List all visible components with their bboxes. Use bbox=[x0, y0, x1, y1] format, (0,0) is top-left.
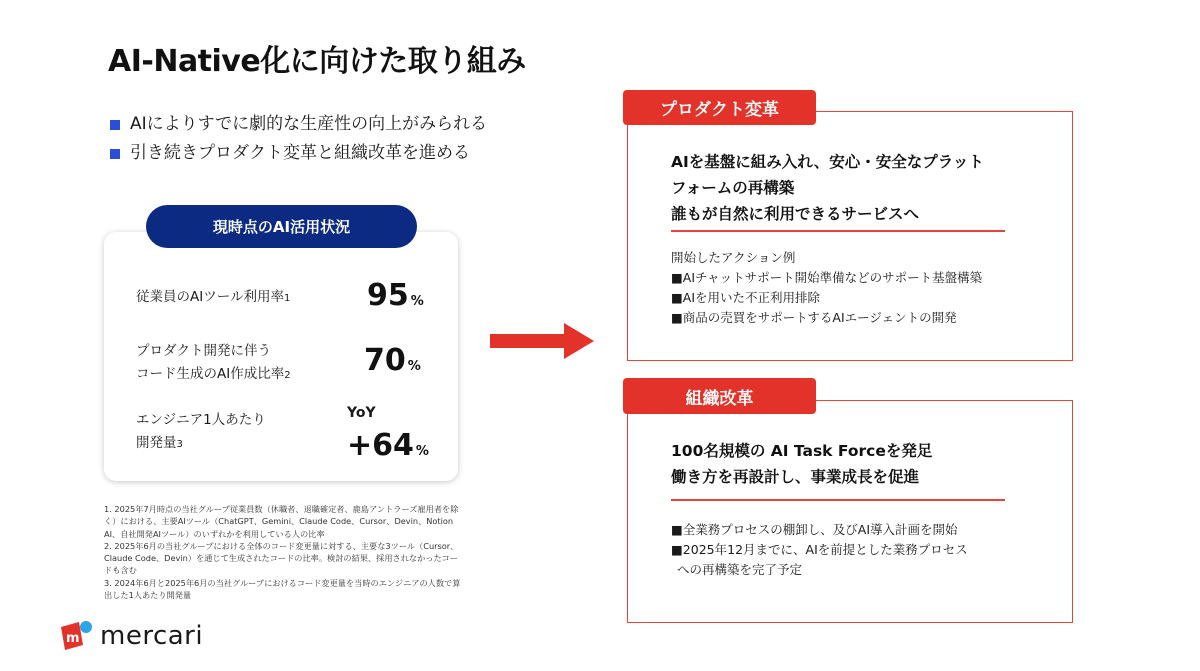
metric-label-line: エンジニア1人あたり bbox=[136, 412, 266, 428]
metric-value-tool-usage bbox=[367, 278, 424, 313]
metric-unit: % bbox=[410, 294, 424, 309]
mercari-logo-icon bbox=[58, 618, 94, 654]
metric-label-dev-volume bbox=[136, 409, 266, 456]
footnotes bbox=[104, 503, 464, 601]
svg-text:m: m bbox=[66, 631, 80, 646]
product-divider bbox=[671, 230, 1005, 232]
actions-title: 開始したアクション例 bbox=[671, 250, 796, 265]
product-actions bbox=[671, 248, 982, 328]
metric-unit: % bbox=[407, 359, 421, 374]
product-headline bbox=[671, 149, 984, 227]
square-bullet-icon bbox=[110, 149, 120, 159]
footnote: 1. 2025年7月時点の当社グループ従業員数（休職者、退職確定者、鹿島アントラーズ雇用者を除く）における、主要AIツール（ChatGPT、Gemini、Claude Code、Cursor、Devin、Notion AI、自社開発AIツール）のいずれかを利用している人の比率 bbox=[104, 504, 459, 539]
bullet-item bbox=[110, 139, 487, 168]
bullet-item bbox=[110, 110, 487, 139]
action-item: ■AIチャットサポート開始準備などのサポート基盤構築 bbox=[671, 270, 983, 285]
action-item: ■商品の売買をサポートするAIエージェントの開発 bbox=[671, 310, 957, 325]
metric-label-line: コード生成のAI作成比率 bbox=[136, 366, 285, 382]
logo-text: mercari bbox=[100, 621, 204, 651]
ai-status-pill: 現時点のAI活用状況 bbox=[146, 205, 417, 248]
metric-number: 95 bbox=[367, 278, 409, 313]
headline-line: フォームの再構築 bbox=[671, 179, 795, 197]
bullet-text: AIによりすでに劇的な生産性の向上がみられる bbox=[130, 114, 488, 134]
metric-label-line: 従業員のAIツール利用率 bbox=[136, 289, 284, 305]
action-item: ■AIを用いた不正利用排除 bbox=[671, 290, 821, 305]
action-item: への再構築を完了予定 bbox=[677, 562, 803, 577]
footnote: 3. 2024年6月と2025年6月の当社グループにおけるコード変更量を当時のエンジニアの人数で算出した1人あたり開発量 bbox=[104, 577, 461, 601]
org-reform-box bbox=[627, 400, 1073, 623]
headline-line: AIを基盤に組み入れ、安心・安全なプラット bbox=[671, 153, 984, 171]
org-headline bbox=[671, 438, 932, 490]
metric-label-tool-usage bbox=[136, 286, 290, 310]
metric-value-dev-volume bbox=[347, 428, 429, 463]
headline-line: 働き方を再設計し、事業成長を促進 bbox=[671, 468, 920, 486]
footnote-ref: 3 bbox=[176, 439, 183, 450]
metric-label-code-gen bbox=[136, 340, 291, 387]
action-item: ■全業務プロセスの棚卸し、及びAI導入計画を開始 bbox=[671, 522, 958, 537]
metric-unit: % bbox=[415, 444, 429, 459]
footnote-ref: 2 bbox=[284, 370, 291, 381]
mercari-logo bbox=[58, 618, 203, 654]
headline-line: 100名規模の AI Task Forceを発足 bbox=[671, 442, 933, 460]
product-transformation-tab: プロダクト変革 bbox=[623, 90, 816, 125]
metric-number: +64 bbox=[347, 428, 414, 463]
metric-label-line: 開発量 bbox=[136, 435, 177, 451]
action-item: ■2025年12月までに、AIを前提とした業務プロセス bbox=[671, 542, 968, 557]
org-divider bbox=[671, 499, 1005, 501]
org-reform-tab: 組織改革 bbox=[623, 378, 816, 414]
footnote-ref: 1 bbox=[283, 293, 291, 304]
footnote: 2. 2025年6月の当社グループにおける全体のコード変更量に対する、主要な3ツール（Cursor、Claude Code、Devin）を通じて生成されたコードの比率。検討の結果、採用されなかったコードも含む bbox=[104, 540, 459, 576]
page-title: AI-Native化に向けた取り組み bbox=[108, 44, 526, 79]
metric-label-line: プロダクト開発に伴う bbox=[136, 343, 271, 359]
summary-bullets bbox=[110, 110, 487, 168]
right-arrow-icon bbox=[490, 323, 600, 359]
metric-number: 70 bbox=[364, 343, 406, 378]
metric-value-code-gen bbox=[364, 343, 421, 378]
org-actions bbox=[671, 520, 968, 580]
yoy-label: YoY bbox=[347, 405, 376, 421]
square-bullet-icon bbox=[110, 120, 120, 130]
headline-line: 誰もが自然に利用できるサービスへ bbox=[671, 205, 920, 223]
bullet-text: 引き続きプロダクト変革と組織改革を進める bbox=[130, 143, 470, 163]
